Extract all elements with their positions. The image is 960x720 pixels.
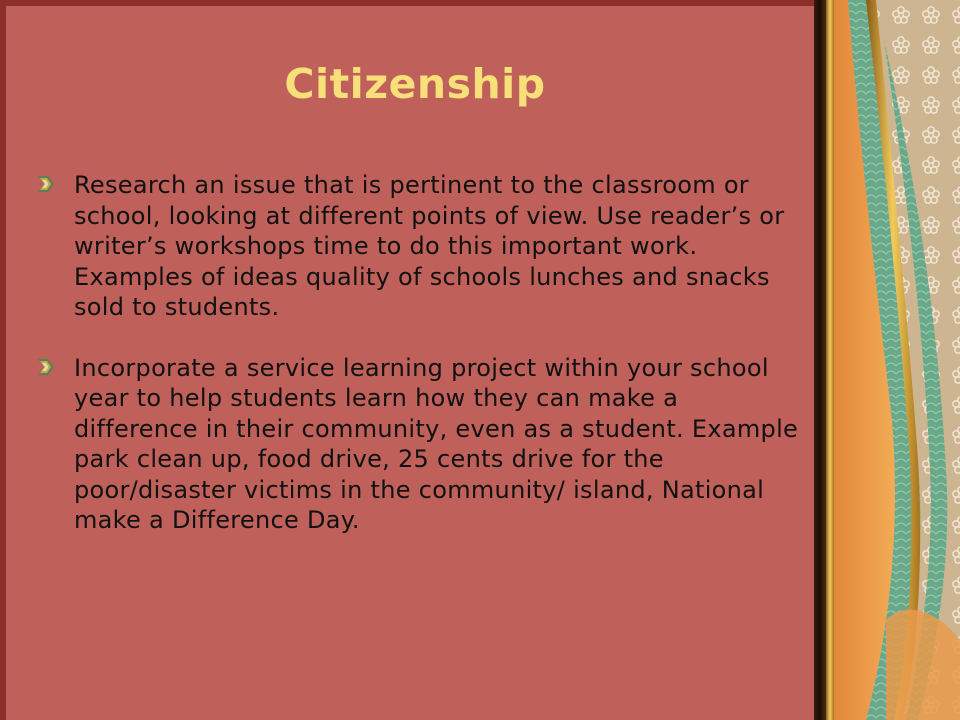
bullet-text: Research an issue that is pertinent to the classroom or school, looking at different points of view. Use reader’s or writer’s workshops time to do this important work. Examples of ideas quality of schools lunches and snacks sold to students. (74, 171, 785, 321)
bullet-item (36, 353, 806, 536)
slide-title: Citizenship (284, 60, 546, 108)
leaf-bullet-icon (36, 357, 56, 377)
decorative-side-border (826, 0, 960, 720)
leaf-bullet-icon (36, 174, 56, 194)
bullet-item (36, 170, 806, 323)
bullet-text: Incorporate a service learning project within your school year to help students learn how they can make a difference in their community, even as a student. Example park clean up, food drive, 25 cents drive for the poor/disaster victims in the community/ island, National make a Difference Day. (74, 353, 799, 534)
bullet-list (36, 170, 806, 536)
